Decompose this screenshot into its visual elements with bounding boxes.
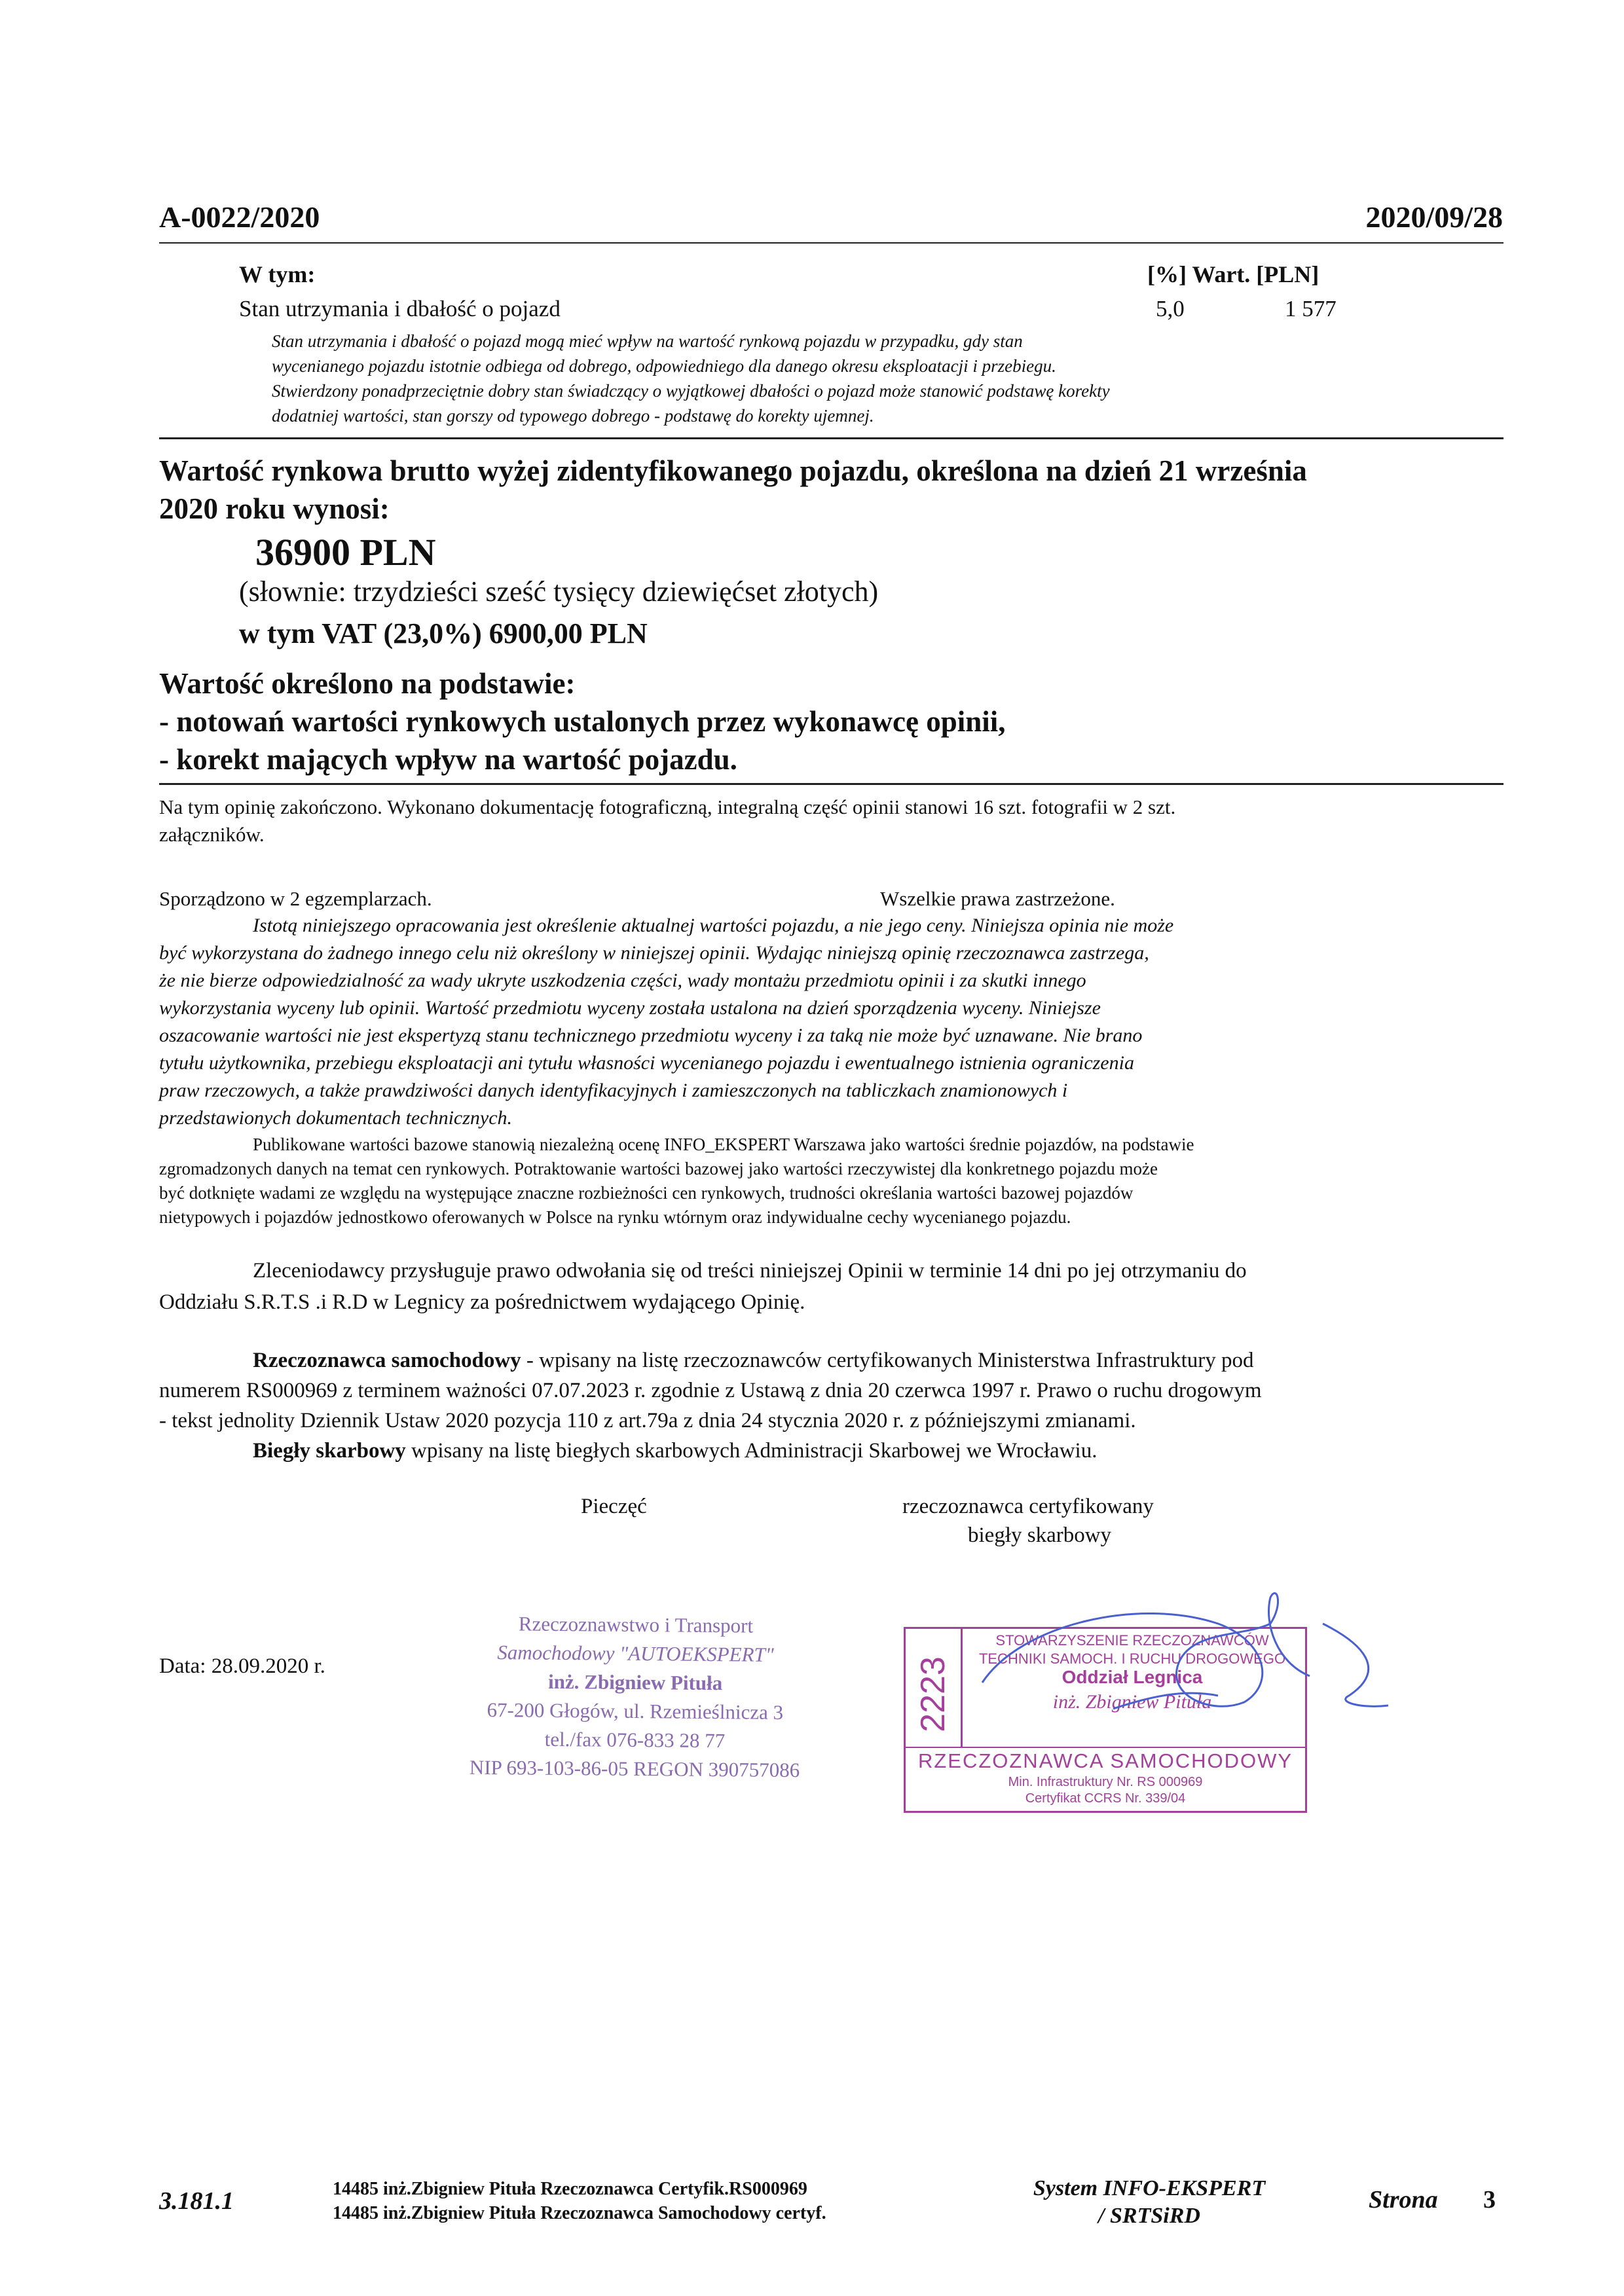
stamp-label: Pieczęć	[581, 1495, 647, 1518]
header-rule	[159, 242, 1504, 244]
breakdown-item-percent: 5,0	[1156, 296, 1185, 321]
section-rule	[159, 783, 1504, 785]
expert-line: - wpisany na listę rzeczoznawców certyfikowanych Ministerstwa Infrastruktury pod	[521, 1349, 1254, 1372]
expert-line: numerem RS000969 z terminem ważności 07.07.2023 r. zgodnie z Ustawą z dnia 20 czerwca 1997 r. Prawo o ruchu drogowym	[159, 1379, 1262, 1402]
footer-system-line: / SRTSiRD	[1098, 2204, 1200, 2228]
note-line: dodatniej wartości, stan gorszy od typowego dobrego - podstawę do korekty ujemnej.	[272, 406, 874, 426]
expert-title: Rzeczoznawca samochodowy	[253, 1349, 521, 1372]
stamp-number: 2223	[914, 1656, 952, 1732]
appeal-line: Oddziału S.R.T.S .i R.D w Legnicy za pośrednictwem wydającego Opinię.	[159, 1290, 805, 1314]
expert-line: - tekst jednolity Dziennik Ustaw 2020 pozycja 110 z art.79a z dnia 24 stycznia 2020 r. z późniejszymi zmianami.	[159, 1409, 1136, 1432]
tax-expert-title: Biegły skarbowy	[253, 1439, 406, 1463]
base-values-line: być dotknięte wadami ze względu na występujące znaczne rozbieżności cen rynkowych, trudności określania wartości bazowej pojazdów	[159, 1183, 1134, 1203]
document-number: A-0022/2020	[159, 200, 320, 234]
signature-scribble	[969, 1584, 1414, 1755]
base-values-note	[159, 1133, 1508, 1230]
note-line: Stan utrzymania i dbałość o pojazd mogą mieć wpływ na wartość rynkową pojazdu w przypadku, gdy stan	[272, 331, 1023, 351]
cert-label-2: biegły skarbowy	[968, 1523, 1112, 1547]
footer-system	[1012, 2175, 1287, 2230]
conclusion-line: Na tym opinię zakończono. Wykonano dokumentację fotograficzną, integralną część opinii stanowi 16 szt. fotografii w 2 szt.	[159, 795, 1176, 818]
base-values-line: zgromadzonych danych na temat cen rynkowych. Potraktowanie wartości bazowej jako wartości rzeczywistej dla konkretnego pojazdu może	[159, 1159, 1158, 1178]
valuation-in-words: (słownie: trzydzieści sześć tysięcy dziewięćset złotych)	[239, 575, 879, 608]
stamp-details	[906, 1774, 1305, 1807]
basis-title: Wartość określono na podstawie:	[159, 667, 576, 700]
company-stamp-line: 67-200 Głogów, ul. Rzemieślnicza 3	[487, 1698, 784, 1724]
footer-line: 14485 inż.Zbigniew Pituła Rzeczoznawca Certyfik.RS000969	[333, 2179, 807, 2199]
section-rule	[159, 437, 1504, 439]
disclaimer-line: praw rzeczowych, a także prawdziwości danych identyfikacyjnych i zamieszczonych na tabliczkach znamionowych i	[159, 1080, 1068, 1101]
conclusion-line: załączników.	[159, 823, 265, 846]
breakdown-heading: W tym:	[239, 261, 316, 287]
company-stamp	[451, 1609, 819, 1785]
stamp-ministry: Min. Infrastruktury Nr. RS 000969	[1008, 1775, 1203, 1789]
disclaimer	[159, 912, 1508, 1132]
disclaimer-line: tytułu użytkownika, przebiegu eksploatacji ani tytułu własności wycenianego pojazdu i ewentualnego istnienia ograniczenia	[159, 1052, 1134, 1074]
valuation-vat: w tym VAT (23,0%) 6900,00 PLN	[239, 617, 648, 649]
disclaimer-line: że nie bierze odpowiedzialność za wady ukryte uszkodzenia części, wady montażu przedmiotu opinii i za skutki innego	[159, 970, 1086, 991]
footer-system-line: System INFO-EKSPERT	[1033, 2176, 1266, 2200]
breakdown-item-label: Stan utrzymania i dbałość o pojazd	[239, 296, 561, 321]
footer-code: 3.181.1	[159, 2187, 234, 2215]
expert-credentials	[159, 1345, 1262, 1466]
expert-line: wpisany na listę biegłych skarbowych Administracji Skarbowej we Wrocławiu.	[405, 1439, 1098, 1463]
note-line: wycenianego pojazdu istotnie odbiega od dobrego, odpowiedniego dla danego okresu eksploatacji i przebiegu.	[272, 356, 1056, 376]
conclusion	[159, 793, 1175, 848]
rights-note: Wszelkie prawa zastrzeżone.	[880, 887, 1115, 910]
base-values-line: nietypowych i pojazdów jednostkowo oferowanych w Polsce na rynku wtórnym oraz indywidualne cechy wycenianego pojazdu.	[159, 1207, 1071, 1227]
valuation-amount: 36900 PLN	[255, 531, 436, 574]
stamp-title: RZECZOZNAWCA SAMOCHODOWY	[917, 1749, 1293, 1772]
note-line: Stwierdzony ponadprzeciętnie dobry stan świadczący o wyjątkowej dbałości o pojazd może stanowić podstawę korekty	[272, 381, 1110, 401]
footer-page-number: 3	[1483, 2186, 1496, 2214]
appeal-line: Zleceniodawcy przysługuje prawo odwołania się od treści niniejszej Opinii w terminie 14 dni po jej otrzymaniu do	[253, 1259, 1247, 1283]
disclaimer-line: przedstawionych dokumentach technicznych.	[159, 1107, 513, 1129]
company-stamp-line: tel./fax 076-833 28 77	[544, 1727, 726, 1753]
company-stamp-line: inż. Zbigniew Pituła	[547, 1669, 723, 1695]
document-date: 2020/09/28	[1365, 200, 1503, 234]
basis-item: - notowań wartości rynkowych ustalonych przez wykonawcę opinii,	[159, 705, 1006, 738]
disclaimer-line: być wykorzystana do żadnego innego celu niż określony w niniejszej opinii. Wydając niniejszą opinię rzeczoznawca zastrzega,	[159, 942, 1149, 964]
stamp-cert: Certyfikat CCRS Nr. 339/04	[1025, 1791, 1186, 1806]
breakdown-note	[272, 329, 1110, 428]
company-stamp-line: NIP 693-103-86-05 REGON 390757086	[469, 1755, 800, 1782]
copies-note: Sporządzono w 2 egzemplarzach.	[159, 887, 432, 910]
stamp-org-line: STOWARZYSZENIE RZECZOZNAWCÓW	[995, 1632, 1269, 1649]
stamp-branch: Oddział Legnica	[1061, 1667, 1203, 1687]
appeal-note	[159, 1255, 1247, 1318]
cert-label: rzeczoznawca certyfikowany	[902, 1495, 1154, 1518]
breakdown-item-value: 1 577	[1285, 296, 1337, 321]
breakdown-column-header: [%] Wart. [PLN]	[1147, 261, 1320, 287]
company-stamp-line: Samochodowy "AUTOEKSPERT"	[497, 1641, 774, 1666]
disclaimer-line: wykorzystania wyceny lub opinii. Wartość przedmiotu wyceny została ustalona na dzień sporządzenia wyceny. Niniejsze	[159, 997, 1101, 1019]
signature-date: Data: 28.09.2020 r.	[159, 1654, 325, 1678]
footer-credentials	[333, 2177, 826, 2225]
stamp-org-line: TECHNIKI SAMOCH. I RUCHU DROGOWEGO	[978, 1650, 1286, 1667]
stamp-number-box	[906, 1629, 963, 1747]
footer-page-label: Strona	[1369, 2186, 1438, 2214]
company-stamp-line: Rzeczoznawstwo i Transport	[518, 1612, 754, 1637]
basis-item: - korekt mających wpływ na wartość pojazdu.	[159, 743, 737, 776]
valuation-heading	[159, 452, 1307, 528]
disclaimer-line: Istotą niniejszego opracowania jest określenie aktualnej wartości pojazdu, a nie jego ceny. Niniejsza opinia nie może	[253, 915, 1174, 936]
footer-line: 14485 inż.Zbigniew Pituła Rzeczoznawca Samochodowy certyf.	[333, 2203, 826, 2223]
basis-section	[159, 665, 1006, 778]
valuation-heading-line: Wartość rynkowa brutto wyżej zidentyfikowanego pojazdu, określona na dzień 21 września	[159, 454, 1307, 487]
valuation-heading-line: 2020 roku wynosi:	[159, 492, 390, 525]
stamp-name: inż. Zbigniew Pituła	[1052, 1691, 1212, 1713]
base-values-line: Publikowane wartości bazowe stanowią niezależną ocenę INFO_EKSPERT Warszawa jako wartości średnie pojazdów, na podstawie	[253, 1135, 1194, 1154]
disclaimer-line: oszacowanie wartości nie jest ekspertyzą stanu technicznego przedmiotu wyceny i za taką nie może być uznawane. Nie brano	[159, 1025, 1143, 1046]
